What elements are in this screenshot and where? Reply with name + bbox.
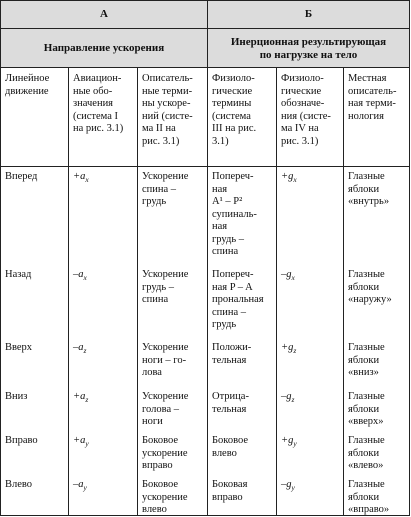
section-b-label: Б: [304, 8, 313, 20]
cell-descriptive: Ускорение спина – грудь: [142, 171, 189, 207]
symbol: +a: [73, 435, 86, 446]
symbol-subscript: x: [293, 175, 297, 185]
cell-physio-terms: Боковое влево: [212, 435, 249, 459]
cell-physio-terms: Попереч- ная P – A прональная спина – грудь: [212, 269, 264, 330]
symbol-subscript: z: [83, 346, 87, 356]
cell-motion: Назад: [5, 269, 32, 280]
cell-local: Глазные яблоки «вниз»: [348, 342, 385, 378]
symbol: –g: [281, 391, 292, 402]
cell-physio-sym: [281, 435, 342, 451]
section-a-label: А: [100, 8, 108, 20]
symbol-subscript: z: [293, 346, 297, 356]
symbol: +a: [73, 391, 86, 402]
cell-physio-sym: [281, 269, 342, 285]
symbol: –a: [73, 342, 84, 353]
rule: [68, 67, 69, 516]
rule: [207, 1, 208, 516]
rule: [137, 67, 138, 516]
cell-physio-terms: Попереч- ная A¹ – P² супиналь- ная грудь – спина: [212, 171, 257, 257]
group-a-label: Направление ускорения: [43, 42, 165, 54]
cell-descriptive: Ускорение ноги – го- лова: [142, 342, 189, 378]
cell-local: Глазные яблоки «наружу»: [348, 269, 392, 305]
symbol: +a: [73, 171, 86, 182]
rule: [1, 166, 409, 167]
cell-physio-sym: [281, 342, 342, 358]
group-b-label: Инерционная результирующая по нагрузке на тело: [230, 36, 387, 61]
cell-aviation: [73, 479, 135, 495]
cell-aviation: [73, 391, 135, 407]
cell-motion: Вверх: [5, 342, 33, 353]
symbol-subscript: y: [293, 439, 297, 449]
cell-aviation: [73, 269, 135, 285]
symbol-subscript: z: [85, 395, 89, 405]
cell-local: Глазные яблоки «вверх»: [348, 391, 385, 427]
symbol-subscript: y: [291, 483, 295, 493]
col-header-local: Местная описатель- ная терми- нология: [348, 73, 397, 122]
symbol: +g: [281, 435, 294, 446]
cell-local: Глазные яблоки «внутрь»: [348, 171, 390, 207]
cell-motion: Вперед: [5, 171, 38, 182]
col-header-descriptive: Описатель- ные терми- ны ускоре- ний (систе- ма II на рис. 3.1): [142, 73, 193, 147]
cell-physio-terms: Положи- тельная: [212, 342, 252, 366]
rule: [276, 67, 277, 516]
rule: [343, 67, 344, 516]
cell-aviation: [73, 342, 135, 358]
col-header-physio-terms: Физиоло- гические термины (система III на рис. 3.1): [212, 73, 257, 147]
cell-descriptive: Боковое ускорение вправо: [142, 435, 188, 471]
cell-descriptive: Ускорение грудь – спина: [142, 269, 189, 305]
symbol-subscript: x: [291, 273, 295, 283]
cell-physio-terms: Боковая вправо: [212, 479, 248, 503]
symbol: +g: [281, 342, 294, 353]
symbol-subscript: z: [291, 395, 295, 405]
col-header-physio-sym: Физиоло- гические обозначе- ния (систе- ма IV на рис. 3.1): [281, 73, 331, 147]
cell-descriptive: Боковое ускорение влево: [142, 479, 188, 515]
rule: [1, 28, 409, 29]
symbol-subscript: y: [85, 439, 89, 449]
symbol-subscript: x: [83, 273, 87, 283]
cell-motion: Влево: [5, 479, 33, 490]
cell-descriptive: Ускорение голова – ноги: [142, 391, 189, 427]
symbol-subscript: x: [85, 175, 89, 185]
cell-physio-terms: Отрица- тельная: [212, 391, 249, 415]
cell-physio-sym: [281, 171, 342, 187]
symbol-subscript: y: [83, 483, 87, 493]
symbol: –g: [281, 479, 292, 490]
rule: [1, 67, 409, 68]
col-header-aviation: Авиацион- ные обо- значения (система I на рис. 3.1): [73, 73, 124, 134]
cell-motion: Вниз: [5, 391, 28, 402]
cell-aviation: [73, 171, 135, 187]
cell-physio-sym: [281, 479, 342, 495]
col-header-motion: Линейное движение: [5, 73, 50, 97]
symbol: –a: [73, 269, 84, 280]
cell-local: Глазные яблоки «влево»: [348, 435, 385, 471]
symbol: –g: [281, 269, 292, 280]
cell-motion: Вправо: [5, 435, 38, 446]
cell-aviation: [73, 435, 135, 451]
cell-physio-sym: [281, 391, 342, 407]
cell-local: Глазные яблоки «вправо»: [348, 479, 390, 515]
symbol: –a: [73, 479, 84, 490]
symbol: +g: [281, 171, 294, 182]
